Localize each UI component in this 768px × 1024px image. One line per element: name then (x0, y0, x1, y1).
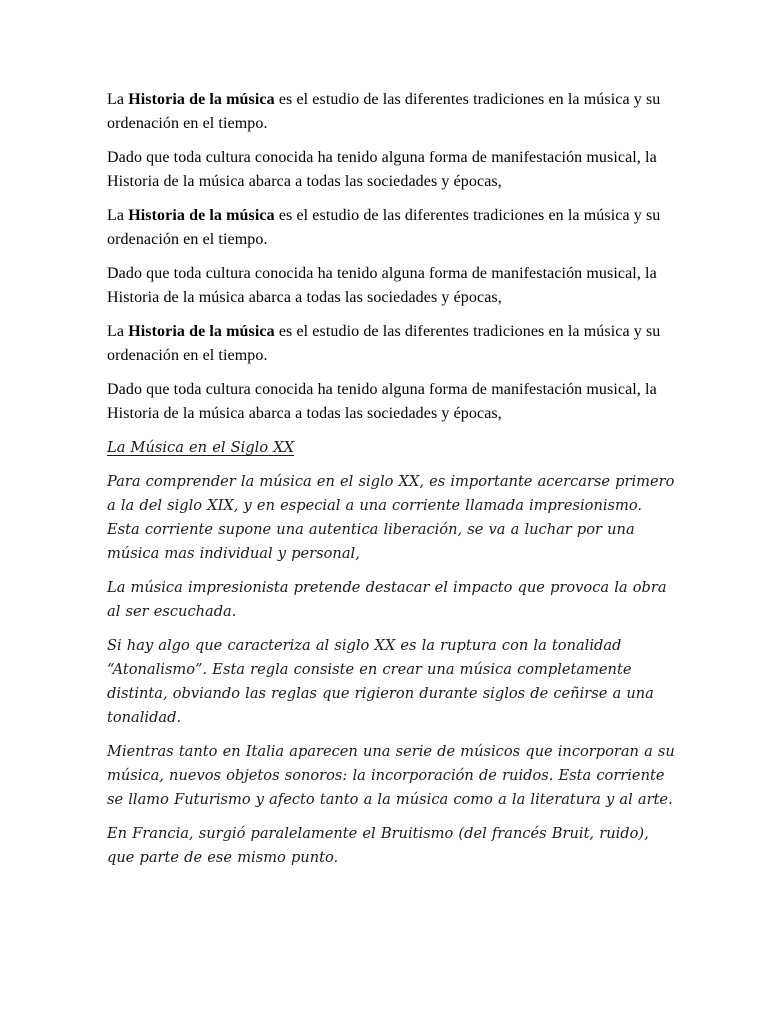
section-heading: La Música en el Siglo XX (107, 439, 295, 456)
definition-term: Historia de la música (128, 323, 275, 340)
definition-term: Historia de la música (128, 91, 275, 108)
section-paragraph: Para comprender la música en el siglo XX, es importante acercarse primero a la del siglo XIX, y en especial a una corriente llamada impresionismo. Esta corriente supone una autentica liberación, se va a luchar por una música mas individual y personal, (107, 473, 675, 562)
definition-paragraph (107, 320, 678, 368)
intro-section (107, 88, 678, 426)
section-paragraph: Mientras tanto en Italia aparecen una serie de músicos que incorporan a su música, nuevos objetos sonoros: la incorporación de ruidos. Esta corriente se llamo Futurismo y afecto tanto a la música como a la literatura y al arte. (107, 743, 675, 808)
section-paragraph: La música impresionista pretende destacar el impacto que provoca la obra al ser escuchada. (107, 579, 667, 620)
section-paragraph: Si hay algo que caracteriza al siglo XX es la ruptura con la tonalidad “Atonalismo”. Esta regla consiste en crear una música completamente distinta, obviando las reglas que rigieron durante siglos de ceñirse a una tonalidad. (107, 637, 654, 726)
definition-paragraph (107, 88, 678, 136)
definition-paragraph (107, 204, 678, 252)
definition-term: Historia de la música (128, 207, 275, 224)
scope-paragraph: Dado que toda cultura conocida ha tenido alguna forma de manifestación musical, la Historia de la música abarca a todas las sociedades y épocas, (107, 149, 657, 190)
scope-paragraph: Dado que toda cultura conocida ha tenido alguna forma de manifestación musical, la Historia de la música abarca a todas las sociedades y épocas, (107, 381, 657, 422)
section-paragraph: En Francia, surgió paralelamente el Bruitismo (del francés Bruit, ruido), que parte de ese mismo punto. (107, 825, 649, 866)
scope-paragraph: Dado que toda cultura conocida ha tenido alguna forma de manifestación musical, la Historia de la música abarca a todas las sociedades y épocas, (107, 265, 657, 306)
definition-text: es el estudio de las diferentes tradiciones en la música y su ordenación en el tiempo. (107, 91, 661, 132)
definition-prefix: La (107, 91, 129, 108)
definition-text: es el estudio de las diferentes tradiciones en la música y su ordenación en el tiempo. (107, 207, 661, 248)
definition-text: es el estudio de las diferentes tradiciones en la música y su ordenación en el tiempo. (107, 323, 661, 364)
definition-prefix: La (107, 323, 129, 340)
siglo-xx-section (107, 436, 678, 870)
definition-prefix: La (107, 207, 129, 224)
